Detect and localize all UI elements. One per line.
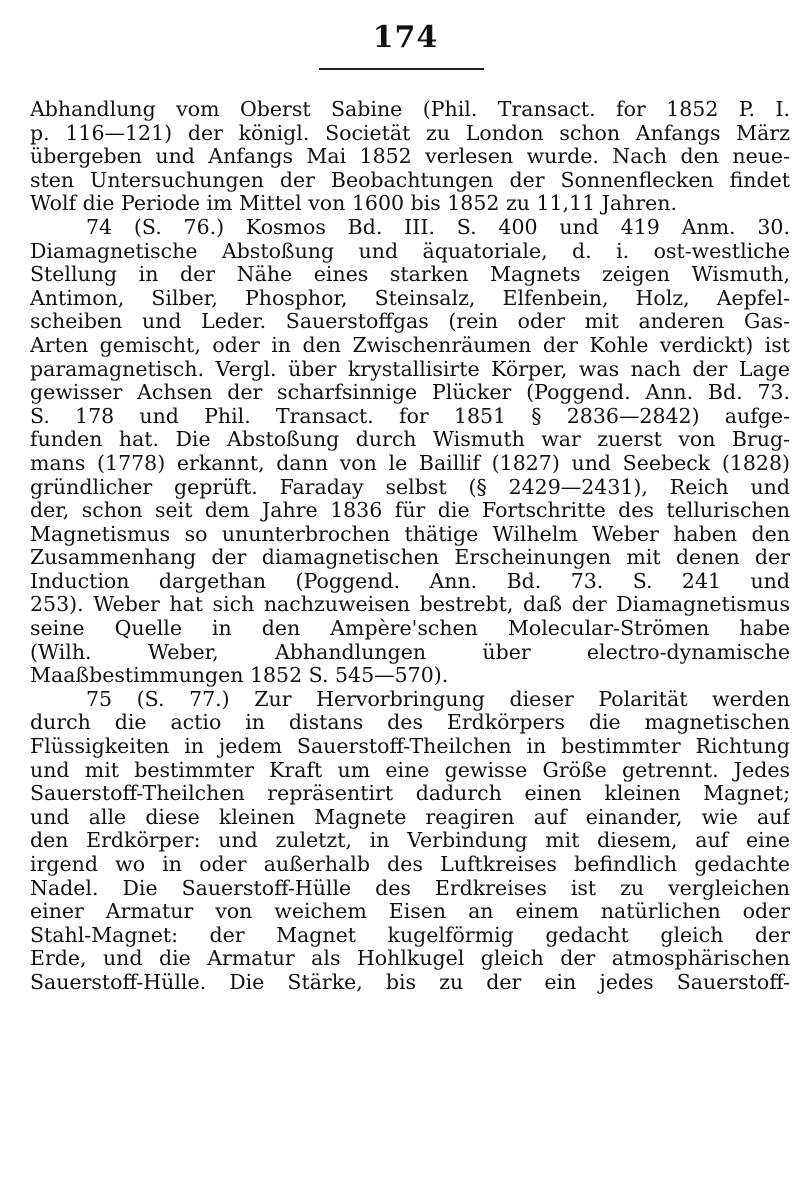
text-line: übergeben und Anfangs Mai 1852 verlesen wurde. Nach den neue-: [30, 145, 790, 169]
text-line: 253). Weber hat sich nachzuweisen bestrebt, daß der Diamagnetismus: [30, 593, 790, 617]
text-line: Flüssigkeiten in jedem Sauerstoff-Theilchen in bestimmter Richtung: [30, 735, 790, 759]
text-line: Abhandlung vom Oberst Sabine (Phil. Transact. for 1852 P. I.: [30, 98, 790, 121]
text-line: und alle diese kleinen Magnete reagiren auf einander, wie auf: [30, 805, 790, 829]
text-line: gründlicher geprüft. Faraday selbst (§ 2429—2431), Reich und: [30, 475, 790, 499]
text-line: durch die actio in distans des Erdkörpers die magnetischen: [30, 711, 790, 735]
text-line: gewisser Achsen der scharfsinnige Plücker (Poggend. Ann. Bd. 73.: [30, 381, 790, 405]
text-line: funden hat. Die Abstoßung durch Wismuth war zuerst von Brug-: [30, 428, 790, 452]
text-line: Nadel. Die Sauerstoff-Hülle des Erdkreises ist zu vergleichen: [30, 876, 790, 900]
text-line: Magnetismus so ununterbrochen thätige Wilhelm Weber haben den: [30, 522, 790, 546]
text-line: p. 116—121) der königl. Societät zu London schon Anfangs März: [30, 121, 790, 145]
text-line: scheiben und Leder. Sauerstoffgas (rein oder mit anderen Gas-: [30, 310, 790, 334]
text-line: Stahl-Magnet: der Magnet kugelförmig gedacht gleich der: [30, 923, 790, 947]
text-line: Induction dargethan (Poggend. Ann. Bd. 73. S. 241 und: [30, 569, 790, 593]
text-line: Diamagnetische Abstoßung und äquatoriale, d. i. ost-westliche: [30, 239, 790, 263]
text-line: sten Untersuchungen der Beobachtungen der Sonnenflecken findet: [30, 168, 790, 192]
text-line: Wolf die Periode im Mittel von 1600 bis 1852 zu 11,11 Jahren.: [30, 192, 677, 216]
footnote-74-heading: 74 (S. 76.) Kosmos Bd. III. S. 400 und 419 Anm. 30.: [86, 215, 790, 239]
text-line: Arten gemischt, oder in den Zwischenräumen der Kohle verdickt) ist: [30, 333, 790, 357]
header-rule: [319, 68, 484, 70]
text-line: S. 178 und Phil. Transact. for 1851 § 2836—2842) aufge-: [30, 404, 790, 428]
text-line: Maaßbestimmungen 1852 S. 545—570).: [30, 664, 449, 688]
text-line: Stellung in der Nähe eines starken Magnets zeigen Wismuth,: [30, 263, 790, 287]
text-line: Sauerstoff-Hülle. Die Stärke, bis zu der ein jedes Sauerstoff-: [30, 970, 790, 994]
text-line: Zusammenhang der diamagnetischen Erscheinungen mit denen der: [30, 546, 790, 570]
text-line: seine Quelle in den Ampère'schen Molecular-Strömen habe: [30, 617, 790, 641]
footnote-75-heading: 75 (S. 77.) Zur Hervorbringung dieser Polarität werden: [86, 687, 790, 711]
text-line: mans (1778) erkannt, dann von le Baillif (1827) und Seebeck (1828): [30, 451, 790, 475]
text-line: einer Armatur von weichem Eisen an einem natürlichen oder: [30, 900, 790, 924]
text-line: Erde, und die Armatur als Hohlkugel gleich der atmosphärischen: [30, 947, 790, 971]
text-line: paramagnetisch. Vergl. über krystallisirte Körper, was nach der Lage: [30, 357, 790, 381]
text-line: den Erdkörper: und zuletzt, in Verbindung mit diesem, auf eine: [30, 829, 790, 853]
page-number: 174: [372, 20, 439, 55]
text-line: (Wilh. Weber, Abhandlungen über electro-dynamische: [30, 640, 790, 664]
text-line: irgend wo in oder außerhalb des Luftkreises befindlich gedachte: [30, 853, 790, 876]
text-line: Sauerstoff-Theilchen repräsentirt dadurch einen kleinen Magnet;: [30, 782, 790, 806]
text-line: der, schon seit dem Jahre 1836 für die Fortschritte des tellurischen: [30, 499, 790, 523]
text-line: und mit bestimmter Kraft um eine gewisse Größe getrennt. Jedes: [30, 758, 790, 782]
body-text: [30, 98, 790, 995]
text-line: Antimon, Silber, Phosphor, Steinsalz, Elfenbein, Holz, Aepfel-: [30, 286, 790, 310]
